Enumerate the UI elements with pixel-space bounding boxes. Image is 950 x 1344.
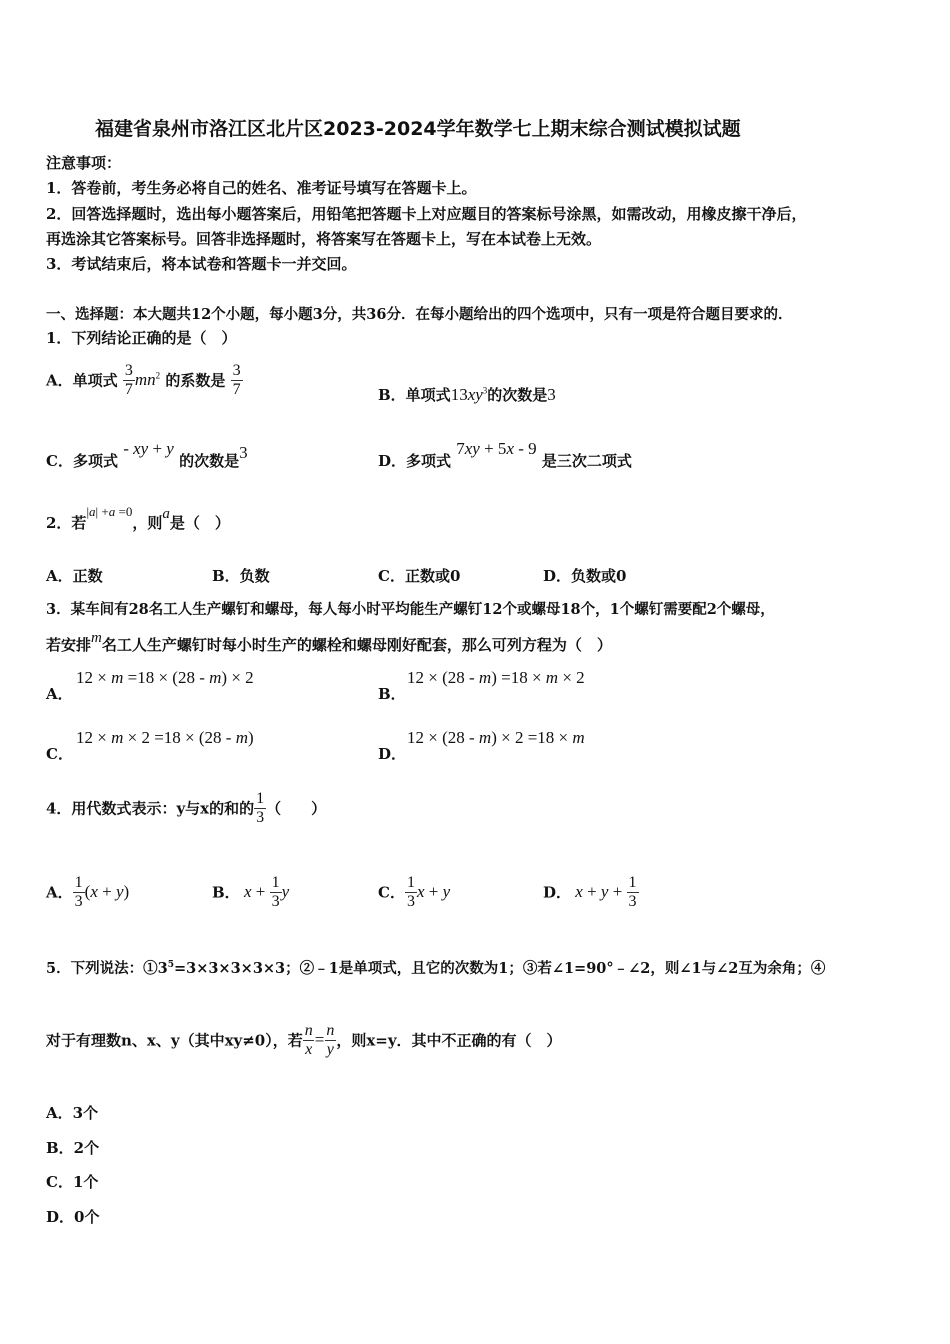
q3-option-b-equation: 12 × (28 - m) =18 × m × 2 bbox=[407, 668, 585, 687]
q4-option-a: A． $\frac{1}{3}$ (x + y) bbox=[46, 874, 130, 910]
q4-option-a-label: A． bbox=[46, 883, 73, 902]
q4-option-c-label: C． bbox=[378, 883, 405, 902]
q2-option-c: C．正数或0 bbox=[378, 567, 461, 585]
q3-line2-pre: 若安排 bbox=[46, 636, 92, 654]
fraction: $\frac{1}{3}$ bbox=[406, 874, 415, 910]
notice-item: 2．回答选择题时，选出每小题答案后，用铅笔把答题卡上对应题目的答案标号涂黑，如需改动，用橡皮擦干净后， bbox=[46, 205, 807, 223]
q1-option-b: B．单项式$13xy^3$的次数是3 bbox=[378, 385, 556, 404]
notice-item: 再选涂其它答案标号。回答非选择题时，将答案写在答题卡上，写在本试卷上无效。 bbox=[46, 230, 602, 248]
q1-option-c-value: 3 bbox=[239, 443, 248, 462]
q5-option-d: D．0个 bbox=[46, 1208, 100, 1226]
page-title: 福建省泉州市洛江区北片区2023-2024学年数学七上期末综合测试模拟试题 bbox=[95, 118, 741, 140]
q2-prefix: 2．若 bbox=[46, 514, 87, 532]
q2-suffix: 是（ ） bbox=[169, 514, 230, 532]
q1-option-c-mid: 的次数是 bbox=[179, 452, 240, 470]
q3-option-d-label: D． bbox=[378, 745, 407, 763]
q5-option-b: B．2个 bbox=[46, 1139, 100, 1157]
fraction: $\frac{1}{3}$ bbox=[74, 874, 83, 910]
q3-option-c-label: C． bbox=[46, 745, 73, 763]
question-5-line1: 5．下列说法：$①3^5=3\times 3\times 3\times 3\times 3$；②﹣1是单项式，且它的次数为1；③若∠1=90°﹣∠2，则∠1与∠2互为余角；④ bbox=[46, 960, 826, 977]
q3-option-b-label: B． bbox=[378, 685, 406, 703]
q1-option-a: A．单项式 $\frac{3}{7}$ $mn^2$ 的系数是 $\frac{3}{7}$ bbox=[46, 362, 241, 398]
fraction: $\frac{1}{3}$ bbox=[271, 874, 280, 910]
q4-stem-post: （ ） bbox=[266, 799, 327, 818]
question-3-line1: 3．某车间有28名工人生产螺钉和螺母，每人每小时平均能生产螺钉12个或螺母18个，1个螺钉需要配2个螺母， bbox=[46, 601, 775, 618]
q4-option-c: C． $\frac{1}{3}$ x + y bbox=[378, 874, 451, 910]
q2-option-b: B．负数 bbox=[212, 567, 270, 585]
q5-line1-pre: 5．下列说法：①3 bbox=[46, 960, 168, 977]
notice-item: 1．答卷前，考生务必将自己的姓名、准考证号填写在答题卡上。 bbox=[46, 179, 477, 197]
q1-option-c-label: C．多项式 bbox=[46, 452, 118, 470]
question-2-stem: 2．若|a| +a =0，则a是（ ） bbox=[46, 504, 230, 532]
q3-line2-post: 名工人生产螺钉时每小时生产的螺栓和螺母刚好配套，那么可列方程为（ ） bbox=[101, 636, 612, 654]
q3-option-a-label: A． bbox=[46, 685, 73, 703]
q5-line2-pre: 对于有理数n、x、y（其中xy≠0），若 bbox=[46, 1031, 303, 1050]
q4-option-d-label: D． bbox=[543, 883, 572, 902]
q3-option-c-equation: 12 × m × 2 =18 × (28 - m) bbox=[76, 728, 254, 747]
notice-item: 3．考试结束后，将本试卷和答题卡一并交回。 bbox=[46, 255, 357, 273]
q1-option-b-value: 3 bbox=[547, 385, 556, 404]
q5-line1-post: =3×3×3×3×3；②﹣1是单项式，且它的次数为1；③若∠1=90°﹣∠2，则∠1与∠2互为余角；④ bbox=[173, 960, 826, 977]
q1-option-b-mid: 的次数是 bbox=[487, 386, 548, 404]
q1-option-d: D．多项式 7xy + 5x - 9 是三次二项式 bbox=[378, 439, 632, 470]
fraction: $\frac{3}{7}$ bbox=[232, 362, 241, 398]
q1-option-d-label: D．多项式 bbox=[378, 452, 452, 470]
q3-option-a-equation: 12 × m =18 × (28 - m) × 2 bbox=[76, 668, 254, 687]
fraction: $\frac{3}{7}$ bbox=[124, 362, 133, 398]
q4-option-d: D． x + y + $\frac{1}{3}$ bbox=[543, 874, 637, 910]
q4-option-b-label: B． bbox=[212, 883, 240, 902]
q5-option-c: C．1个 bbox=[46, 1173, 99, 1191]
q1-option-c: C．多项式 - xy + y 的次数是3 bbox=[46, 439, 248, 470]
q4-stem-pre: 4．用代数式表示：y与x的和的 bbox=[46, 799, 255, 818]
question-3-line2: 若安排m名工人生产螺钉时每小时生产的螺栓和螺母刚好配套，那么可列方程为（ ） bbox=[46, 630, 612, 654]
q5-line2-post: ，则x=y．其中不正确的有（ ） bbox=[336, 1031, 562, 1050]
notice-heading: 注意事项： bbox=[46, 154, 122, 172]
fraction: $\frac{n}{y}$ bbox=[326, 1022, 335, 1058]
section-heading: 一、选择题：本大题共12个小题，每小题3分，共36分．在每小题给出的四个选项中，只有一项是符合题目要求的． bbox=[46, 306, 793, 323]
fraction: $\frac{n}{x}$ bbox=[304, 1022, 313, 1058]
question-1-stem: 1．下列结论正确的是（ ） bbox=[46, 329, 237, 347]
q1-option-b-label: B．单项式 bbox=[378, 386, 451, 404]
q1-option-a-mid: 的系数是 bbox=[165, 371, 226, 390]
q2-option-d: D．负数或0 bbox=[543, 567, 627, 585]
q3-option-d-equation: 12 × (28 - m) × 2 =18 × m bbox=[407, 728, 585, 747]
question-4-stem bbox=[46, 790, 326, 826]
fraction: $\frac{1}{3}$ bbox=[256, 790, 265, 826]
q2-middle: ，则 bbox=[132, 514, 163, 532]
q1-option-d-tail: 是三次二项式 bbox=[541, 452, 632, 470]
q1-option-a-label: A．单项式 bbox=[46, 371, 118, 390]
q4-option-b: B． x + $\frac{1}{3}$ y bbox=[212, 874, 290, 910]
question-5-line2: 对于有理数n、x、y（其中xy≠0），若 $\frac{n}{x}$ = $\frac{n}{y}$ ，则x=y．其中不正确的有（ ） bbox=[46, 1022, 562, 1058]
q5-option-a: A．3个 bbox=[46, 1104, 99, 1122]
fraction: $\frac{1}{3}$ bbox=[628, 874, 637, 910]
q2-option-a: A．正数 bbox=[46, 567, 103, 585]
